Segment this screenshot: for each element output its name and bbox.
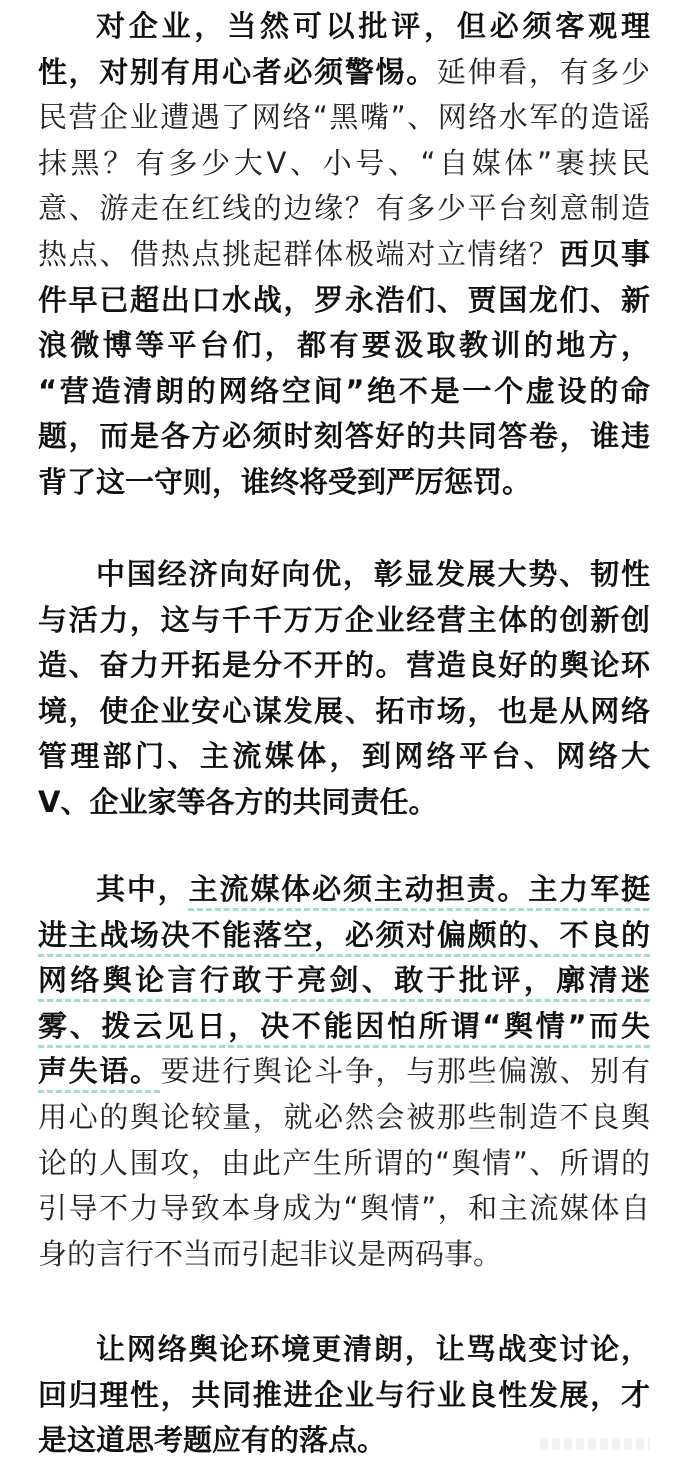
bold-text: 中国经济向好向优，彰显发展大势、韧性 bbox=[96, 557, 650, 591]
text-line bbox=[38, 734, 650, 780]
text-line bbox=[38, 689, 650, 735]
text-line bbox=[38, 323, 650, 369]
text-line bbox=[38, 232, 650, 278]
text-line bbox=[38, 50, 650, 96]
highlighted-text: 雾、拨云见日，决不能因怕所谓“舆情”而失 bbox=[38, 1008, 650, 1043]
bold-text: 对企业，当然可以批评，但必须客观理 bbox=[96, 9, 650, 43]
bold-text: 浪微博等平台们，都有要汲取教训的地方， bbox=[38, 328, 650, 363]
bold-text: 题，而是各方必须时刻答好的共同答卷，谁违 bbox=[38, 419, 650, 454]
bold-text: 其中， bbox=[96, 872, 189, 906]
text-line bbox=[38, 1232, 650, 1278]
text-line bbox=[38, 780, 650, 826]
highlighted-text: 网络舆论言行敢于亮剑、敢于批评，廓清迷 bbox=[38, 963, 650, 998]
body-text: 延伸看，有多少 bbox=[436, 54, 650, 89]
body-text: 抹黑？有多少大V、小号、“自媒体”裹挟民 bbox=[38, 145, 650, 180]
text-line bbox=[38, 598, 650, 644]
bold-text: 性，对别有用心者必须警惕。 bbox=[38, 54, 437, 89]
body-text: 论的人围攻，由此产生所谓的“舆情”、所谓的 bbox=[38, 1145, 650, 1180]
body-text: 热点、借热点挑起群体极端对立情绪？ bbox=[38, 236, 560, 271]
bold-text: 让网络舆论环境更清朗，让骂战变讨论， bbox=[96, 1332, 650, 1366]
text-line bbox=[38, 95, 650, 141]
body-text: 引导不力导致本身成为“舆情”，和主流媒体自 bbox=[38, 1191, 650, 1226]
text-line bbox=[38, 1186, 650, 1232]
text-line bbox=[38, 369, 650, 415]
paragraph-1 bbox=[38, 4, 650, 506]
text-line bbox=[38, 141, 650, 187]
text-line bbox=[38, 552, 650, 598]
bold-text: 回归理性，共同推进企业与行业良性发展，才 bbox=[38, 1377, 650, 1412]
bold-text: 与活力，这与千千万万企业经营主体的创新创 bbox=[38, 602, 650, 637]
bold-text: 境，使企业安心谋发展、拓市场，也是从网络 bbox=[38, 693, 650, 728]
bold-text: 造、奋力开拓是分不开的。营造良好的舆论环 bbox=[38, 648, 650, 683]
text-line bbox=[38, 913, 650, 959]
body-text: 用心的舆论较量，就必然会被那些制造不良舆 bbox=[38, 1099, 650, 1134]
watermark bbox=[540, 1438, 650, 1450]
paragraph-2 bbox=[38, 552, 650, 826]
text-line bbox=[38, 1095, 650, 1141]
text-line bbox=[38, 1327, 650, 1373]
text-line bbox=[38, 958, 650, 1004]
text-line bbox=[38, 1373, 650, 1419]
bold-text: 是这道思考题应有的落点。 bbox=[38, 1423, 387, 1458]
bold-text: V、企业家等各方的共同责任。 bbox=[38, 784, 438, 819]
text-line bbox=[38, 643, 650, 689]
text-line bbox=[38, 278, 650, 324]
highlighted-text: 进主战场决不能落空，必须对偏颇的、不良的 bbox=[38, 917, 650, 952]
bold-text: 管理部门、主流媒体，到网络平台、网络大 bbox=[38, 739, 650, 774]
body-text: 意、游走在红线的边缘？有多少平台刻意制造 bbox=[38, 191, 650, 226]
highlighted-text: 声失语。 bbox=[38, 1054, 161, 1089]
body-text: 要进行舆论斗争，与那些偏激、别有 bbox=[160, 1054, 650, 1089]
text-line bbox=[38, 4, 650, 50]
bold-text: 西贝事 bbox=[559, 236, 650, 271]
text-line bbox=[38, 186, 650, 232]
body-text: 身的言行不当而引起非议是两码事。 bbox=[38, 1236, 503, 1271]
bold-text: 件早已超出口水战，罗永浩们、贾国龙们、新 bbox=[38, 282, 650, 317]
body-text: 民营企业遭遇了网络“黑嘴”、网络水军的造谣 bbox=[38, 100, 650, 135]
bold-text: “营造清朗的网络空间”绝不是一个虚设的命 bbox=[38, 373, 650, 408]
bold-text: 背了这一守则，谁终将受到严厉惩罚。 bbox=[38, 464, 532, 499]
text-line bbox=[38, 1004, 650, 1050]
text-line bbox=[38, 414, 650, 460]
text-line bbox=[38, 460, 650, 506]
text-line bbox=[38, 1049, 650, 1095]
paragraph-3 bbox=[38, 867, 650, 1277]
text-line bbox=[38, 1141, 650, 1187]
text-line bbox=[38, 867, 650, 913]
highlighted-text: 主流媒体必须主动担责。主力军挺 bbox=[188, 872, 650, 906]
